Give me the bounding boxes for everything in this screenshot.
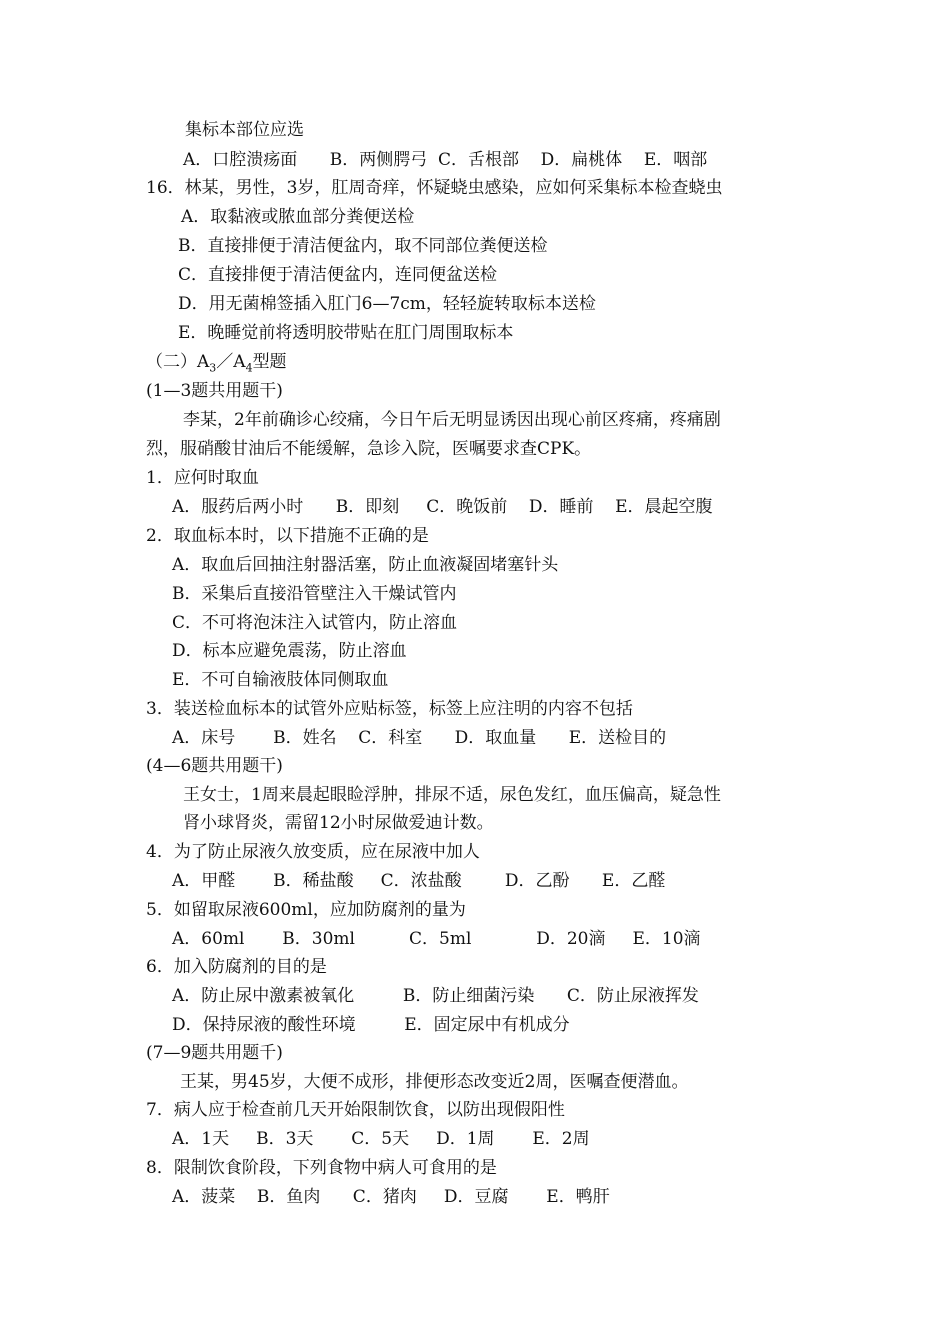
option-line: A．60ml B．30ml C．5ml D．20滴 E．10滴	[172, 929, 701, 949]
option-line: A．1天 B．3天 C．5天 D．1周 E．2周	[172, 1129, 590, 1149]
section-heading	[146, 352, 287, 375]
stem-text: 李某，2年前确诊心绞痛，今日午后无明显诱因出现心前区疼痛，疼痛剧	[183, 410, 721, 430]
section-heading-suffix: 型题	[252, 352, 287, 372]
section-heading-prefix: （二）A	[146, 352, 210, 372]
option-line: A．口腔溃疡面 B．两侧腭弓 C．舌根部 D．扁桃体 E．咽部	[183, 150, 708, 170]
option-line: C．不可将泡沫注入试管内，防止溶血	[172, 613, 458, 633]
section-heading-sub2: 4	[245, 361, 253, 375]
question-line: 5．如留取尿液600ml，应加防腐剂的量为	[146, 900, 466, 920]
stem-text: 烈，服硝酸甘油后不能缓解，急诊入院，医嘱要求查CPK。	[146, 439, 592, 459]
question-line: 1．应何时取血	[146, 468, 259, 488]
option-line: A．取黏液或脓血部分粪便送检	[181, 207, 415, 227]
text-line: 集标本部位应选	[185, 120, 304, 140]
option-line: B．直接排便于清洁便盆内，取不同部位粪便送检	[178, 236, 548, 256]
question-line: 7．病人应于检查前几天开始限制饮食，以防出现假阳性	[146, 1100, 565, 1120]
option-line: E．不可自输液肢体同侧取血	[172, 670, 389, 690]
group-stem-label: (7—9题共用题千)	[146, 1043, 283, 1063]
option-line: E．晚睡觉前将透明胶带贴在肛门周围取标本	[178, 323, 514, 343]
stem-text: 肾小球肾炎，需留12小时尿做爱迪计数。	[183, 813, 494, 833]
group-stem-label: (4—6题共用题干)	[146, 756, 283, 776]
section-heading-middle: ／A	[216, 352, 246, 372]
option-line: A．床号 B．姓名 C．科室 D．取血量 E．送检目的	[172, 728, 667, 748]
question-line: 2．取血标本时，以下措施不正确的是	[146, 526, 429, 546]
option-line: A．甲醛 B．稀盐酸 C．浓盐酸 D．乙酚 E．乙醛	[172, 871, 666, 891]
option-line: A．取血后回抽注射器活塞，防止血液凝固堵塞针头	[172, 555, 559, 575]
group-stem-label: (1—3题共用题干)	[146, 381, 283, 401]
option-line: A．服药后两小时 B．即刻 C．晚饭前 D．睡前 E．晨起空腹	[172, 497, 713, 517]
question-line: 8．限制饮食阶段，下列食物中病人可食用的是	[146, 1158, 497, 1178]
option-line: C．直接排便于清洁便盆内，连同便盆送检	[178, 265, 498, 285]
option-line: D．保持尿液的酸性环境 E．固定尿中有机成分	[172, 1015, 570, 1035]
question-line: 6．加入防腐剂的目的是	[146, 957, 327, 977]
option-line: D．标本应避免震荡，防止溶血	[172, 641, 407, 661]
question-line: 4．为了防止尿液久放变质，应在尿液中加人	[146, 842, 480, 862]
question-line: 3．装送检血标本的试管外应贴标签，标签上应注明的内容不包括	[146, 699, 633, 719]
option-line: A．防止尿中激素被氧化 B．防止细菌污染 C．防止尿液挥发	[172, 986, 699, 1006]
stem-text: 王某，男45岁，大便不成形，排便形态改变近2周，医嘱查便潜血。	[180, 1072, 689, 1092]
option-line: D．用无菌棉签插入肛门6—7cm，轻轻旋转取标本送检	[178, 294, 596, 314]
option-line: A．菠菜 B．鱼肉 C．猪肉 D．豆腐 E．鸭肝	[172, 1187, 610, 1207]
section-heading-sub1: 3	[209, 361, 217, 375]
stem-text: 王女士，1周来晨起眼睑浮肿，排尿不适，尿色发红，血压偏高，疑急性	[183, 785, 721, 805]
question-line: 16．林某，男性，3岁，肛周奇痒，怀疑蛲虫感染，应如何采集标本检查蛲虫	[146, 178, 723, 198]
option-line: B．采集后直接沿管壁注入干燥试管内	[172, 584, 457, 604]
